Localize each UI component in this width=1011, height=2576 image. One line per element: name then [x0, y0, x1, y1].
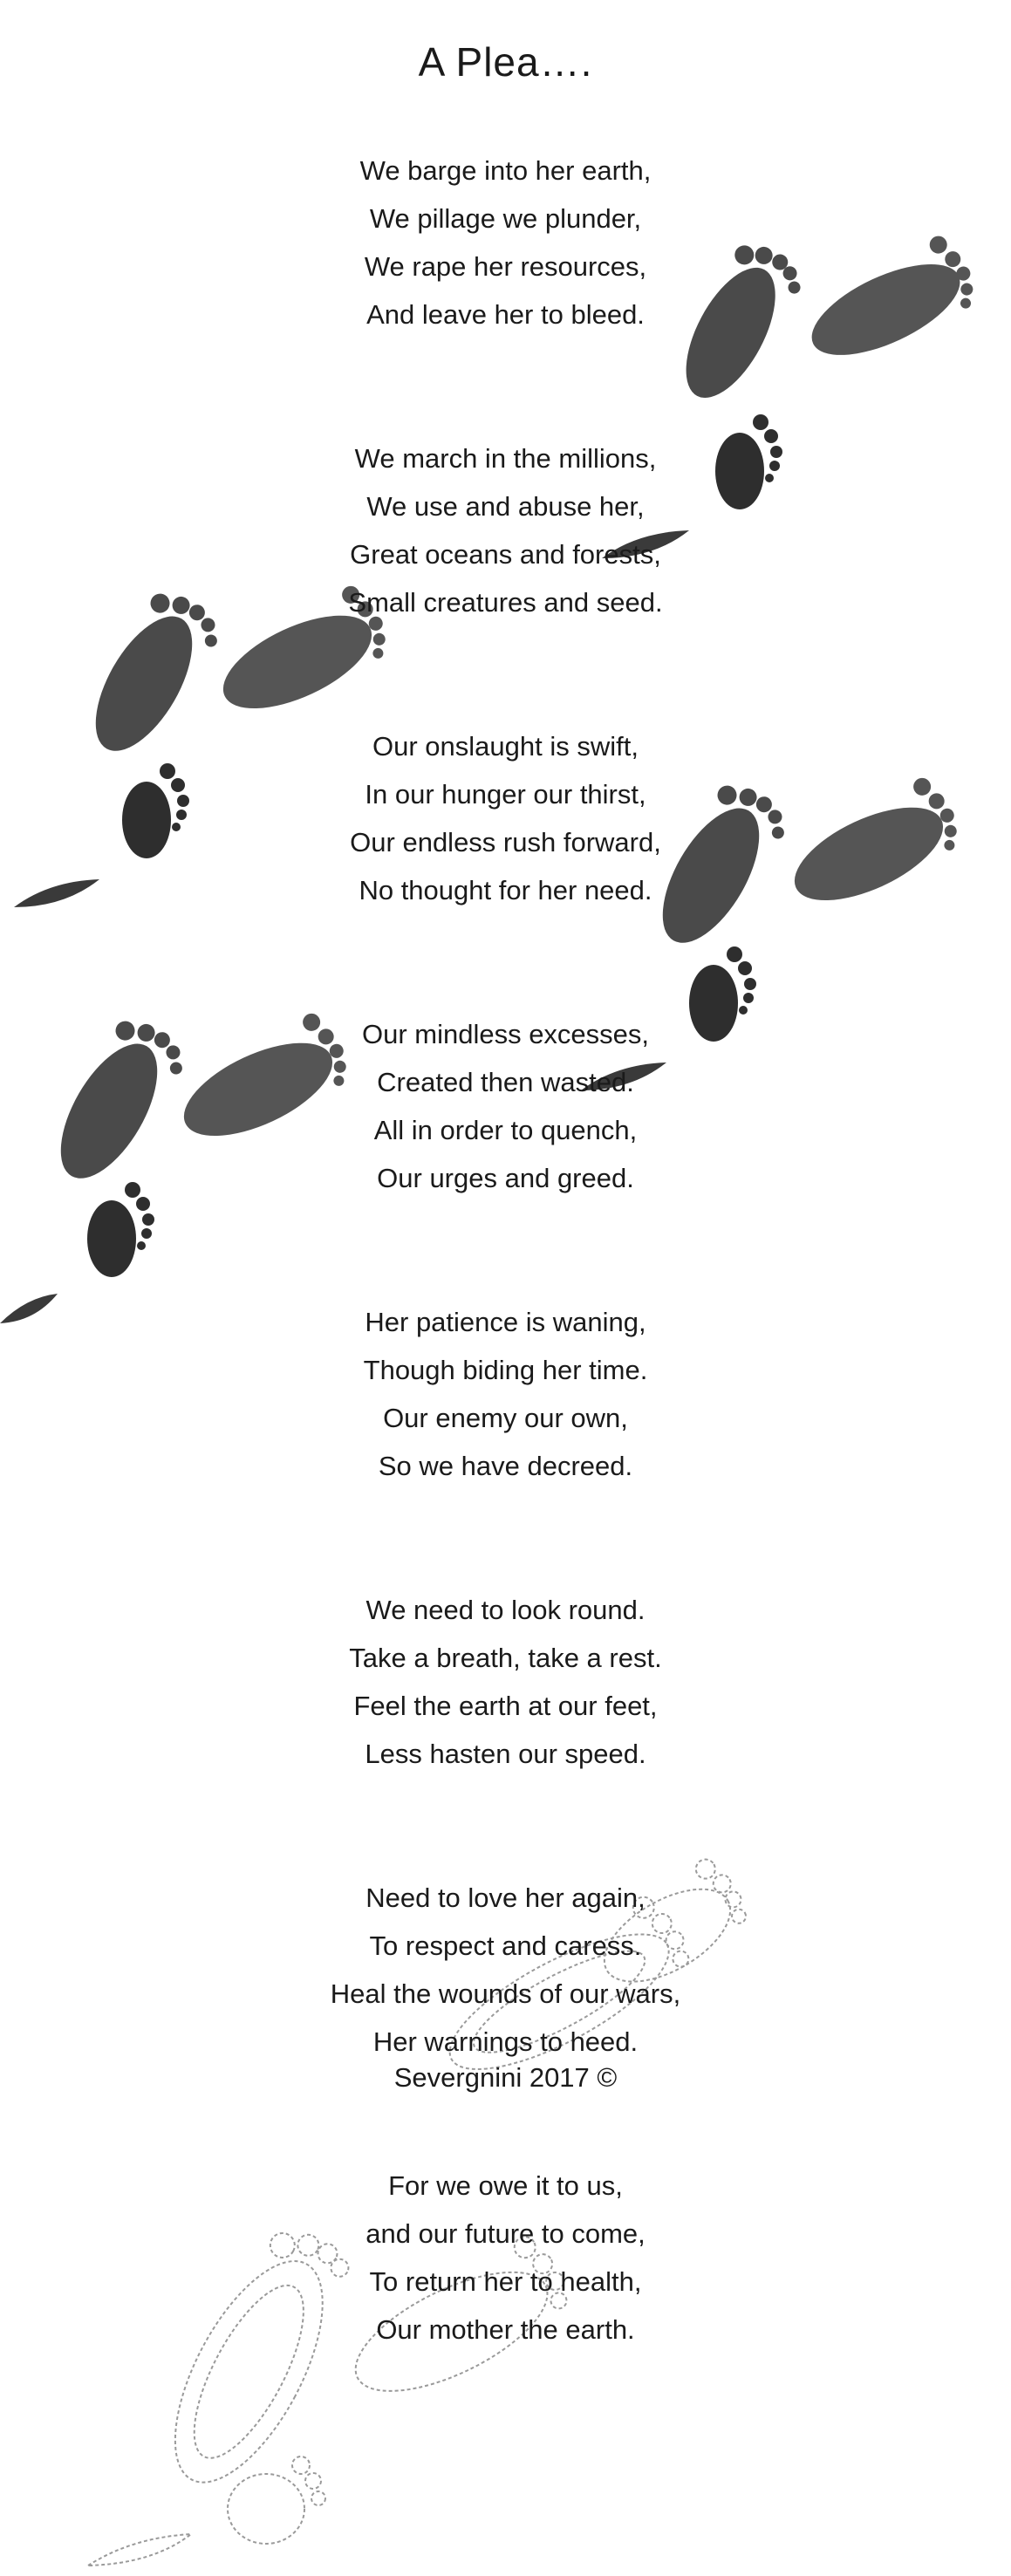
- poem-line: Our mindless excesses,: [361, 1019, 650, 1049]
- poem-line: All in order to quench,: [373, 1115, 638, 1145]
- poem-title: A Plea….: [418, 39, 593, 85]
- poem-line: In our hunger our thirst,: [365, 779, 646, 810]
- stanza: [0, 434, 1011, 626]
- poem-line: Our onslaught is swift,: [372, 731, 639, 762]
- poem-line: Our endless rush forward,: [350, 827, 661, 858]
- poem-body: [0, 147, 1011, 2450]
- poem-line: We barge into her earth,: [359, 155, 652, 186]
- stanza: [0, 1586, 1011, 1778]
- stanza: [0, 1874, 1011, 2066]
- poem-line: Small creatures and seed.: [348, 587, 663, 618]
- poem-line: Her patience is waning,: [365, 1307, 646, 1337]
- poem-line: Our urges and greed.: [377, 1163, 634, 1193]
- poem-line: Less hasten our speed.: [365, 1739, 646, 1769]
- footprint-icon: [83, 2525, 196, 2573]
- poem-line: Created then wasted.: [377, 1067, 634, 1097]
- poem-line: Her warnings to heed.: [372, 2026, 639, 2057]
- poem-line: Heal the wounds of our wars,: [330, 1978, 681, 2009]
- poem-line: Our enemy our own,: [383, 1403, 628, 1433]
- poem-line: We need to look round.: [365, 1595, 646, 1625]
- poem-line: And leave her to bleed.: [366, 299, 645, 330]
- poem-line: No thought for her need.: [359, 875, 652, 905]
- poem-line: For we owe it to us,: [388, 2170, 623, 2201]
- poem-line: Great oceans and forests,: [350, 539, 661, 570]
- poem-line: We rape her resources,: [364, 251, 647, 282]
- poem-line: To respect and caress.: [369, 1930, 642, 1961]
- footprint-icon: [205, 2443, 336, 2556]
- poem-line: Need to love her again,: [365, 1882, 646, 1913]
- poem-line: Though biding her time.: [363, 1355, 648, 1385]
- stanza: [0, 147, 1011, 338]
- poem-line: We use and abuse her,: [366, 491, 645, 522]
- poem-line: So we have decreed.: [378, 1451, 633, 1481]
- stanza: [0, 722, 1011, 914]
- poem-line: We pillage we plunder,: [369, 203, 642, 234]
- poem-line: To return her to health,: [369, 2266, 642, 2297]
- poem-line: Our mother the earth.: [376, 2314, 635, 2345]
- poem-line: Take a breath, take a rest.: [349, 1643, 662, 1673]
- stanza: [0, 1010, 1011, 1202]
- poem-signature: Severgnini 2017 ©: [393, 2062, 618, 2093]
- poem-line: and our future to come,: [365, 2218, 646, 2249]
- poem-line: Feel the earth at our feet,: [353, 1691, 658, 1721]
- poem-line: We march in the millions,: [354, 443, 657, 474]
- stanza: [0, 1298, 1011, 1490]
- stanza: [0, 2162, 1011, 2354]
